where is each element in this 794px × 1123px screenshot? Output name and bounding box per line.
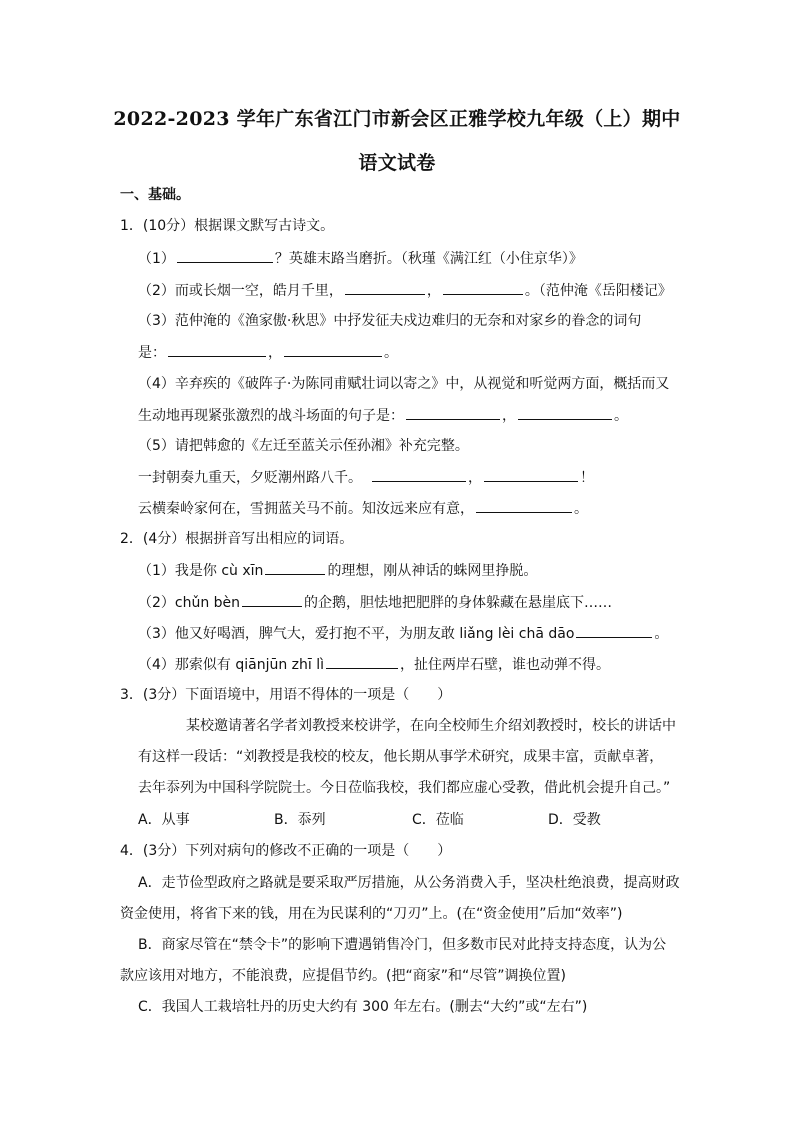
q1-p3-prefix: 是： — [138, 345, 166, 361]
q1-p5-l3-prefix: 云横秦岭家何在，雪拥蓝关马不前。知汝远来应有意， — [138, 501, 474, 517]
q2-p2-blank[interactable] — [242, 592, 302, 607]
q1-p5-l2-mid: ， — [468, 470, 482, 486]
q2-p1-prefix: （1）我是你 cù xīn — [138, 563, 264, 579]
q1-p5-blank3[interactable] — [476, 498, 572, 513]
exam-title-line1: 2022-2023 学年广东省江门市新会区正雅学校九年级（上）期中 — [113, 108, 681, 130]
q1-part3-line1: （3）范仲淹的《渔家傲·秋思》中抒发征夫戍边难归的无奈和对家乡的眷念的词句 — [138, 313, 642, 329]
q2-p4-suffix: ，扯住两岸石壁，谁也动弹不得。 — [400, 657, 611, 673]
q1-p4-mid: ， — [502, 408, 516, 424]
q1-p4-blank2[interactable] — [518, 405, 612, 420]
q2-part3 — [138, 623, 668, 644]
q1-p1-blank[interactable] — [177, 248, 273, 263]
q1-p2-blank1[interactable] — [345, 280, 425, 295]
q1-p2-prefix: （2）而或长烟一空，皓月千里， — [138, 283, 343, 299]
q2-stem: 2．(4分）根据拼音写出相应的词语。 — [120, 531, 354, 547]
q2-part2 — [138, 592, 612, 613]
q4-stem: 4．(3分）下列对病句的修改不正确的一项是（ ） — [120, 843, 452, 859]
q2-part1 — [138, 560, 537, 581]
q3-option-c[interactable]: C．莅临 — [412, 812, 464, 828]
q4-option-b-line1[interactable]: B．商家尽管在“禁令卡”的影响下遭遇销售冷门，但多数市民对此持支持态度，认为公 — [138, 937, 667, 953]
q2-p4-prefix: （4）那索似有 qiānjūn zhī lì — [138, 657, 325, 673]
q1-p2-suffix: 。（范仲淹《岳阳楼记》 — [524, 283, 672, 299]
q1-p4-suffix: 。 — [614, 408, 628, 424]
q1-p5-l2-prefix: 一封朝奏九重天，夕贬潮州路八千。 — [138, 470, 362, 486]
q1-part5-line1: （5）请把韩愈的《左迁至蓝关示侄孙湘》补充完整。 — [138, 438, 469, 454]
q1-part1 — [138, 248, 583, 269]
section-heading: 一、基础。 — [120, 187, 190, 203]
q1-part5-line2 — [138, 467, 594, 488]
q1-part2 — [138, 280, 672, 301]
q1-p1-prefix: （1） — [138, 251, 175, 267]
q2-part4 — [138, 654, 610, 675]
q3-passage-line1: 某校邀请著名学者刘教授来校讲学，在向全校师生介绍刘教授时，校长的讲话中 — [186, 718, 676, 734]
q3-option-d[interactable]: D．受教 — [548, 812, 601, 828]
q1-p3-blank2[interactable] — [284, 342, 382, 357]
q3-stem: 3．(3分）下面语境中，用语不得体的一项是（ ） — [120, 687, 452, 703]
q3-passage-line3: 去年忝列为中国科学院院士。今日莅临我校，我们都应虚心受教，借此机会提升自己。” — [138, 780, 671, 796]
q1-p5-blank1[interactable] — [372, 467, 466, 482]
q1-p3-blank1[interactable] — [168, 342, 266, 357]
q2-p3-prefix: （3）他又好喝酒，脾气大，爱打抱不平，为朋友敢 liǎng lèi chā dāo — [138, 626, 575, 642]
q1-p1-suffix: ？英雄末路当磨折。（秋瑾《满江红（小住京华）》 — [274, 251, 583, 267]
q2-p1-suffix: 的理想，刚从神话的蛛网里挣脱。 — [327, 563, 538, 579]
q2-p3-blank[interactable] — [576, 623, 652, 638]
q1-p2-mid: ， — [426, 283, 441, 299]
q2-p1-blank[interactable] — [265, 560, 325, 575]
q1-p3-mid: ， — [268, 345, 282, 361]
q1-p2-blank2[interactable] — [443, 280, 523, 295]
q4-option-b-line2: 款应该用对地方，不能浪费，应提倡节约。(把“商家”和“尽管”调换位置) — [120, 968, 566, 984]
q3-option-b[interactable]: B．忝列 — [274, 812, 326, 828]
q1-part4-line1: （4）辛弃疾的《破阵子·为陈同甫赋壮词以寄之》中，从视觉和听觉两方面，概括而又 — [138, 376, 670, 392]
q2-p2-prefix: （2）chǔn bèn — [138, 595, 241, 611]
q2-p2-suffix: 的企鹅，胆怯地把肥胖的身体躲藏在悬崖底下…… — [304, 595, 613, 611]
q2-p4-blank[interactable] — [326, 654, 398, 669]
q1-part4-line2 — [138, 405, 628, 426]
q1-p5-blank2[interactable] — [484, 467, 578, 482]
q1-p4-blank1[interactable] — [406, 405, 500, 420]
q1-p4-prefix: 生动地再现紧张激烈的战斗场面的句子是： — [138, 408, 404, 424]
q4-option-a-line2: 资金使用，将省下来的钱，用在为民谋利的“刀刃”上。(在“资金使用”后加“效率”) — [120, 906, 623, 922]
q1-p5-l3-suffix: 。 — [574, 501, 588, 517]
q1-part3-line2 — [138, 342, 398, 363]
exam-title-line2: 语文试卷 — [358, 152, 436, 174]
q3-option-a[interactable]: A．从事 — [138, 812, 190, 828]
q1-stem: 1．(10分）根据课文默写古诗文。 — [120, 218, 335, 234]
q3-passage-line2: 有这样一段话：“刘教授是我校的校友，他长期从事学术研究，成果丰富，贡献卓著， — [138, 749, 664, 765]
q4-option-a-line1[interactable]: A．走节俭型政府之路就是要采取严厉措施，从公务消费入手，坚决杜绝浪费，提高财政 — [138, 875, 680, 891]
q2-p3-suffix: 。 — [654, 626, 669, 642]
q1-p3-suffix: 。 — [384, 345, 398, 361]
q4-option-c-line1[interactable]: C．我国人工栽培牡丹的历史大约有 300 年左右。(删去“大约”或“左右”) — [138, 999, 588, 1015]
q1-p5-l2-suffix: ！ — [580, 470, 594, 486]
q1-part5-line3 — [138, 498, 588, 519]
